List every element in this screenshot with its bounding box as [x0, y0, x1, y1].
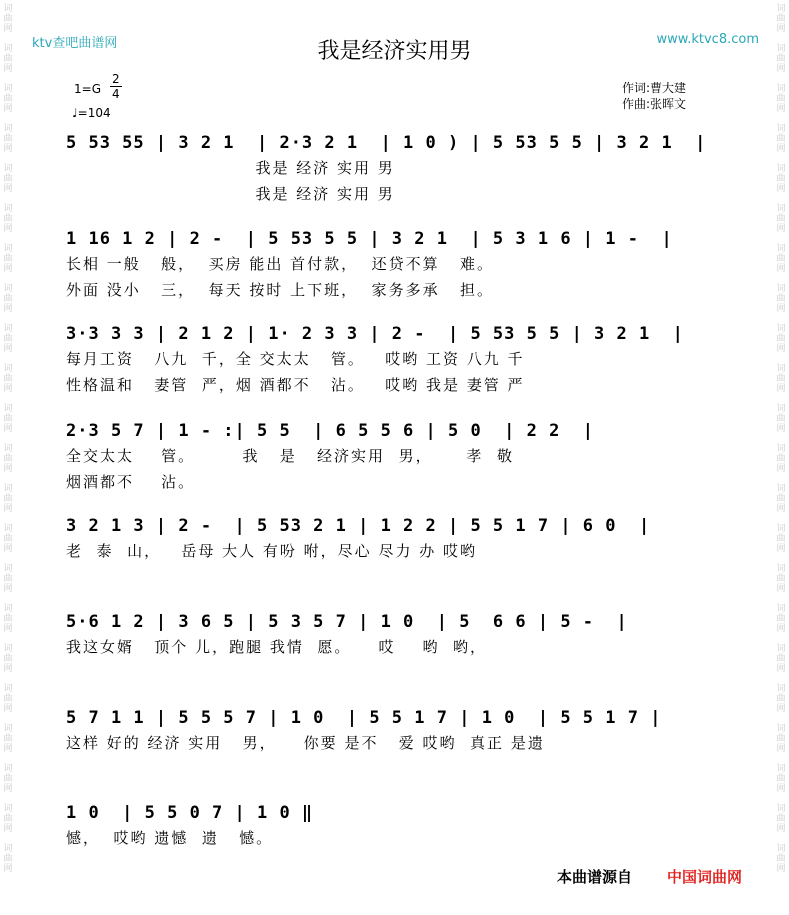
watermark: 词曲网: [3, 564, 13, 594]
notation-line: 3·3 3 3 | 2 1 2 | 1· 2 3 3 | 2 - | 5 53 5 5 | 3 2 1 |: [66, 324, 684, 344]
watermark: 词曲网: [3, 244, 13, 274]
watermark: 词曲网: [3, 444, 13, 474]
watermark: 词曲网: [3, 324, 13, 354]
watermark: 词曲网: [776, 604, 786, 634]
tempo-marking: ♩=104: [72, 106, 111, 120]
time-top: 2: [112, 72, 120, 86]
lyric-line: 全交太太 管。 我 是 经济实用 男， 孝 敬: [66, 447, 514, 465]
lyric-line: 烟酒都不 沾。: [66, 473, 196, 491]
watermark: 词曲网: [776, 204, 786, 234]
notation-line: 1 0 | 5 5 0 7 | 1 0 ‖: [66, 803, 314, 823]
lyric-line: 每月工资 八九 千，全 交太太 管。 哎哟 工资 八九 千: [66, 350, 525, 368]
notation-line: 5 53 55 | 3 2 1 | 2·3 2 1 | 1 0 ) | 5 53 5 5 | 3 2 1 |: [66, 133, 707, 153]
watermark: 词曲网: [776, 764, 786, 794]
watermark: 词曲网: [776, 404, 786, 434]
time-signature: [110, 72, 122, 101]
watermark: 词曲网: [776, 124, 786, 154]
watermark: 词曲网: [3, 604, 13, 634]
watermark: 词曲网: [776, 844, 786, 874]
watermark: 词曲网: [3, 484, 13, 514]
song-title: 我是经济实用男: [317, 39, 472, 64]
watermark: 词曲网: [3, 644, 13, 674]
watermark: 词曲网: [3, 204, 13, 234]
site-label-left: ktv查吧曲谱网: [32, 36, 118, 51]
watermark: 词曲网: [3, 844, 13, 874]
lyric-line: 我是 经济 实用 男: [66, 159, 395, 177]
watermark: 词曲网: [3, 524, 13, 554]
watermark: 词曲网: [3, 404, 13, 434]
lyric-line: 憾， 哎哟 遗憾 遗 憾。: [66, 829, 274, 847]
watermark: 词曲网: [776, 84, 786, 114]
composer: 作曲:张晖文: [622, 97, 687, 111]
watermark-strip-left: [0, 0, 16, 915]
notation-line: 2·3 5 7 | 1 - :| 5 5 | 6 5 5 6 | 5 0 | 2 2 |: [66, 421, 595, 441]
watermark: 词曲网: [776, 804, 786, 834]
lyric-line: 我是 经济 实用 男: [66, 185, 395, 203]
notation-line: 5 7 1 1 | 5 5 5 7 | 1 0 | 5 5 1 7 | 1 0 | 5 5 1 7 |: [66, 708, 662, 728]
lyricist: 作词:曹大建: [622, 81, 687, 95]
watermark: 词曲网: [3, 804, 13, 834]
watermark: 词曲网: [3, 44, 13, 74]
watermark: 词曲网: [776, 164, 786, 194]
watermark-strip-right: [773, 0, 789, 915]
watermark: 词曲网: [3, 284, 13, 314]
watermark: 词曲网: [776, 244, 786, 274]
time-bottom: 4: [112, 87, 120, 101]
watermark: 词曲网: [776, 724, 786, 754]
watermark: 词曲网: [776, 324, 786, 354]
watermark: 词曲网: [776, 284, 786, 314]
site-label-right: www.ktvc8.com: [656, 32, 759, 47]
watermark: 词曲网: [3, 684, 13, 714]
watermark: 词曲网: [3, 124, 13, 154]
watermark: 词曲网: [3, 764, 13, 794]
watermark: 词曲网: [3, 84, 13, 114]
watermark: 词曲网: [776, 564, 786, 594]
credits: [622, 80, 686, 112]
watermark: 词曲网: [776, 484, 786, 514]
watermark: 词曲网: [3, 164, 13, 194]
key-label: 1=G: [74, 82, 101, 96]
watermark: 词曲网: [776, 524, 786, 554]
notation-line: 5·6 1 2 | 3 6 5 | 5 3 5 7 | 1 0 | 5 6 6 | 5 - |: [66, 612, 628, 632]
lyric-line: 长相 一般 般， 买房 能出 首付款， 还贷不算 难。: [66, 255, 494, 273]
watermark: 词曲网: [3, 364, 13, 394]
lyric-line: 性格温和 妻管 严，烟 酒都不 沾。 哎哟 我是 妻管 严: [66, 376, 525, 394]
lyric-line: 这样 好的 经济 实用 男， 你要 是不 爱 哎哟 真正 是遗: [66, 734, 545, 752]
watermark: 词曲网: [776, 644, 786, 674]
watermark: 词曲网: [776, 44, 786, 74]
footer-source-link[interactable]: 中国词曲网: [667, 868, 743, 886]
watermark: 词曲网: [776, 444, 786, 474]
lyric-line: 老 泰 山， 岳母 大人 有吩 咐，尽心 尽力 办 哎哟: [66, 542, 477, 560]
watermark: 词曲网: [3, 4, 13, 34]
lyric-line: 外面 没小 三， 每天 按时 上下班， 家务多承 担。: [66, 281, 494, 299]
notation-line: 1 16 1 2 | 2 - | 5 53 5 5 | 3 2 1 | 5 3 1 6 | 1 - |: [66, 229, 673, 249]
watermark: 词曲网: [3, 724, 13, 754]
watermark: 词曲网: [776, 364, 786, 394]
notation-line: 3 2 1 3 | 2 - | 5 53 2 1 | 1 2 2 | 5 5 1 7 | 6 0 |: [66, 516, 651, 536]
footer-label: 本曲谱源自: [557, 868, 633, 886]
watermark: 词曲网: [776, 4, 786, 34]
watermark: 词曲网: [776, 684, 786, 714]
lyric-line: 我这女婿 顶个 儿，跑腿 我情 愿。 哎 哟 哟，: [66, 638, 488, 656]
